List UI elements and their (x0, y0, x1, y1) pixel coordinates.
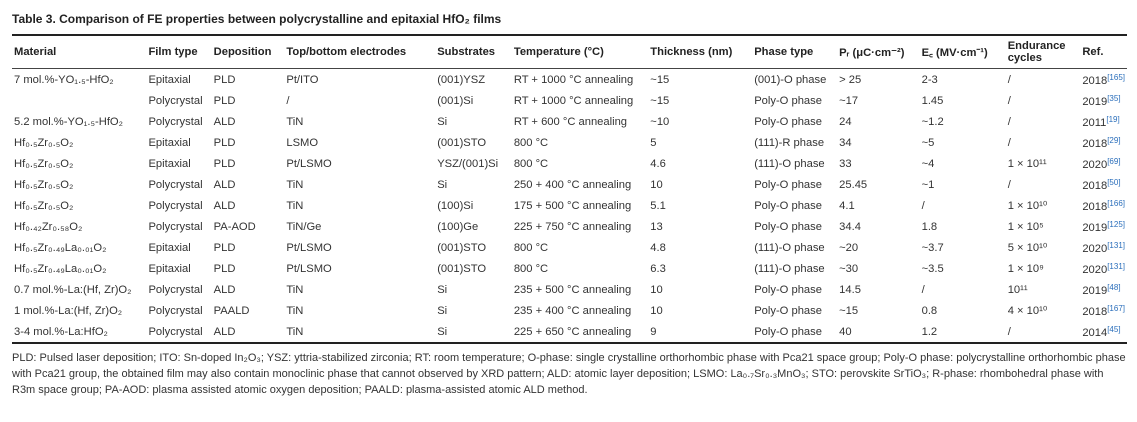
cell-electrodes: TiN (286, 199, 304, 212)
table-row (12, 216, 1127, 237)
cell-material: Hf₀.₅Zr₀.₄₉La₀.₀₁O₂ (14, 241, 107, 254)
cell-temperature: RT + 600 °C annealing (513, 115, 628, 128)
cell-electrodes: LSMO (286, 136, 319, 149)
header-temperature: Temperature (°C) (513, 46, 604, 58)
cell-phase-type: (111)-R phase (754, 136, 825, 149)
cell-thickness: 10 (650, 283, 663, 296)
cell-endurance: / (1007, 94, 1011, 107)
cell-ref (1080, 111, 1127, 132)
ref-citation-link[interactable]: [167] (1107, 303, 1125, 313)
cell-temperature: 225 + 750 °C annealing (513, 220, 632, 233)
cell-temperature: 800 °C (513, 136, 549, 149)
table-row (12, 90, 1127, 111)
ref-citation-link[interactable]: [131] (1107, 261, 1125, 271)
cell-material: 5.2 mol.%-YO₁.₅-HfO₂ (14, 115, 123, 128)
cell-phase-type: Poly-O phase (754, 283, 822, 296)
cell-electrodes: TiN (286, 283, 304, 296)
cell-thickness: 9 (650, 325, 657, 338)
ref-citation-link[interactable]: [45] (1107, 324, 1121, 334)
ref-citation-link[interactable]: [35] (1107, 93, 1121, 103)
comparison-table (12, 34, 1127, 344)
cell-film-type: Epitaxial (148, 157, 191, 170)
cell-ec: ~1.2 (921, 115, 944, 128)
cell-ec: 0.8 (921, 304, 938, 317)
cell-ref (1080, 90, 1127, 111)
cell-ec: / (921, 199, 925, 212)
ref-year: 2020 (1082, 263, 1108, 276)
ref-citation-link[interactable]: [19] (1106, 114, 1120, 124)
ref-citation-link[interactable]: [131] (1107, 240, 1125, 250)
cell-phase-type: (111)-O phase (754, 241, 825, 254)
cell-endurance: 4 × 10¹⁰ (1007, 305, 1048, 317)
cell-endurance: 5 × 10¹⁰ (1007, 242, 1048, 254)
cell-deposition: PLD (213, 94, 236, 107)
cell-ref (1080, 69, 1127, 91)
ref-citation-link[interactable]: [166] (1107, 198, 1125, 208)
table-row (12, 111, 1127, 132)
cell-thickness: ~15 (650, 73, 670, 86)
cell-electrodes: Pt/LSMO (286, 241, 332, 254)
table-row (12, 237, 1127, 258)
cell-substrate: Si (437, 178, 448, 191)
cell-temperature: 235 + 500 °C annealing (513, 283, 632, 296)
header-film-type: Film type (148, 46, 198, 58)
cell-ref (1080, 153, 1127, 174)
cell-deposition: ALD (213, 199, 236, 212)
cell-material: Hf₀.₅Zr₀.₄₉La₀.₀₁O₂ (14, 262, 107, 275)
cell-film-type: Polycrystal (148, 115, 203, 128)
cell-phase-type: Poly-O phase (754, 178, 822, 191)
table-row (12, 69, 1127, 91)
cell-deposition: PA-AOD (213, 220, 256, 233)
cell-substrate: YSZ/(001)Si (437, 157, 499, 170)
cell-thickness: 5 (650, 136, 657, 149)
table-row (12, 153, 1127, 174)
cell-material: 0.7 mol.%-La:(Hf, Zr)O₂ (14, 283, 132, 296)
cell-ref (1080, 279, 1127, 300)
cell-pr: 14.5 (839, 283, 861, 296)
cell-film-type: Polycrystal (148, 283, 203, 296)
cell-phase-type: Poly-O phase (754, 94, 822, 107)
cell-thickness: 4.6 (650, 157, 666, 170)
header-thickness: Thickness (nm) (650, 46, 733, 58)
ref-year: 2014 (1082, 326, 1108, 339)
ref-year: 2019 (1082, 95, 1108, 108)
cell-temperature: 800 °C (513, 157, 549, 170)
table-row (12, 300, 1127, 321)
cell-ec: ~1 (921, 178, 935, 191)
cell-temperature: 800 °C (513, 262, 549, 275)
cell-material: Hf₀.₅Zr₀.₅O₂ (14, 199, 74, 212)
cell-electrodes: Pt/LSMO (286, 157, 332, 170)
cell-ref (1080, 300, 1127, 321)
cell-substrate: Si (437, 283, 448, 296)
cell-film-type: Epitaxial (148, 262, 191, 275)
cell-pr: > 25 (839, 73, 862, 86)
cell-thickness: 10 (650, 304, 663, 317)
header-deposition: Deposition (213, 46, 272, 58)
cell-deposition: PLD (213, 136, 236, 149)
cell-thickness: 10 (650, 178, 663, 191)
cell-ref (1080, 321, 1127, 343)
cell-endurance: 1 × 10⁵ (1007, 220, 1044, 233)
ref-citation-link[interactable]: [50] (1107, 177, 1121, 187)
cell-pr: ~17 (839, 94, 859, 107)
cell-film-type: Polycrystal (148, 325, 203, 338)
cell-pr: 33 (839, 157, 852, 170)
cell-pr: 24 (839, 115, 852, 128)
cell-substrate: Si (437, 304, 448, 317)
cell-electrodes: TiN (286, 304, 304, 317)
cell-ref (1080, 258, 1127, 279)
cell-thickness: ~10 (650, 115, 670, 128)
cell-thickness: 13 (650, 220, 663, 233)
ref-year: 2019 (1082, 284, 1108, 297)
cell-deposition: PLD (213, 157, 236, 170)
cell-ec: 1.45 (921, 94, 944, 107)
cell-substrate: (100)Ge (437, 220, 479, 233)
header-pr: Pᵣ (μC·cm⁻²) (839, 46, 905, 59)
cell-phase-type: Poly-O phase (754, 220, 822, 233)
header-phase-type: Phase type (754, 46, 814, 58)
cell-film-type: Polycrystal (148, 304, 203, 317)
cell-endurance: 1 × 10⁹ (1007, 262, 1044, 275)
cell-endurance: / (1007, 115, 1011, 128)
cell-pr: ~15 (839, 304, 859, 317)
cell-material: Hf₀.₅Zr₀.₅O₂ (14, 157, 74, 170)
cell-deposition: ALD (213, 178, 236, 191)
cell-ref (1080, 174, 1127, 195)
cell-deposition: PLD (213, 262, 236, 275)
cell-endurance: / (1007, 178, 1011, 191)
cell-ec: / (921, 283, 925, 296)
table-row (12, 321, 1127, 343)
header-material: Material (14, 46, 57, 58)
table-row (12, 279, 1127, 300)
cell-ec: 1.2 (921, 325, 938, 338)
cell-ref (1080, 216, 1127, 237)
ref-citation-link[interactable]: [165] (1107, 72, 1125, 82)
ref-year: 2018 (1082, 179, 1108, 192)
cell-deposition: ALD (213, 115, 236, 128)
table-row (12, 132, 1127, 153)
cell-thickness: ~15 (650, 94, 670, 107)
cell-endurance: 10¹¹ (1007, 283, 1028, 296)
cell-temperature: 800 °C (513, 241, 549, 254)
table-row (12, 174, 1127, 195)
cell-material (12, 90, 146, 111)
cell-deposition: PLD (213, 73, 236, 86)
cell-film-type: Epitaxial (148, 136, 191, 149)
cell-film-type: Polycrystal (148, 178, 203, 191)
cell-pr: 4.1 (839, 199, 855, 212)
ref-year: 2019 (1082, 221, 1108, 234)
cell-temperature: RT + 1000 °C annealing (513, 94, 634, 107)
ref-year: 2018 (1082, 137, 1108, 150)
cell-electrodes: TiN (286, 325, 304, 338)
cell-electrodes: TiN (286, 115, 304, 128)
cell-temperature: 235 + 400 °C annealing (513, 304, 632, 317)
cell-electrodes: Pt/LSMO (286, 262, 332, 275)
cell-pr: ~30 (839, 262, 859, 275)
header-ref: Ref. (1082, 46, 1104, 58)
ref-year: 2020 (1082, 158, 1108, 171)
cell-phase-type: (001)-O phase (754, 73, 827, 86)
cell-film-type: Epitaxial (148, 73, 191, 86)
cell-pr: 40 (839, 325, 852, 338)
cell-ec: 2-3 (921, 73, 938, 86)
cell-film-type: Polycrystal (148, 220, 203, 233)
cell-thickness: 4.8 (650, 241, 666, 254)
cell-thickness: 5.1 (650, 199, 666, 212)
cell-endurance: / (1007, 325, 1011, 338)
ref-citation-link[interactable]: [29] (1107, 135, 1121, 145)
cell-phase-type: Poly-O phase (754, 199, 822, 212)
cell-ref (1080, 195, 1127, 216)
cell-ref (1080, 132, 1127, 153)
cell-film-type: Polycrystal (148, 199, 203, 212)
cell-substrate: (100)Si (437, 199, 474, 212)
cell-electrodes: / (286, 94, 290, 107)
table-caption: Table 3. Comparison of FE properties between polycrystalline and epitaxial HfO₂ films (12, 12, 502, 26)
table-row (12, 258, 1127, 279)
cell-electrodes: TiN (286, 178, 304, 191)
header-substrates: Substrates (437, 46, 496, 58)
ref-year: 2011 (1082, 116, 1107, 129)
cell-ec: ~5 (921, 136, 935, 149)
cell-ec: ~3.5 (921, 262, 944, 275)
table-header (12, 35, 1127, 69)
cell-phase-type: Poly-O phase (754, 115, 822, 128)
ref-citation-link[interactable]: [48] (1107, 282, 1121, 292)
cell-deposition: ALD (213, 325, 236, 338)
cell-material: Hf₀.₅Zr₀.₅O₂ (14, 178, 74, 191)
cell-temperature: RT + 1000 °C annealing (513, 73, 634, 86)
cell-deposition: PLD (213, 241, 236, 254)
cell-phase-type: Poly-O phase (754, 304, 822, 317)
cell-electrodes: TiN/Ge (286, 220, 322, 233)
cell-material: Hf₀.₅Zr₀.₅O₂ (14, 136, 74, 149)
cell-deposition: ALD (213, 283, 236, 296)
header-row (12, 35, 1127, 69)
table-row (12, 195, 1127, 216)
cell-substrate: Si (437, 115, 448, 128)
cell-film-type: Epitaxial (148, 241, 191, 254)
ref-citation-link[interactable]: [125] (1107, 219, 1125, 229)
cell-endurance: / (1007, 73, 1011, 86)
cell-temperature: 250 + 400 °C annealing (513, 178, 632, 191)
table-footnote: PLD: Pulsed laser deposition; ITO: Sn-doped In₂O₃; YSZ: yttria-stabilized zirconia; RT: room temperature; O-phase: single crystalline orthorhombic phase with Pca21 space group; Poly-O phase: polycrystalline orthorhombic phase with Pca21 group, the obtained film may also contain monoclinic phase that cannot observed by XRD pattern; ALD: atomic layer deposition; LSMO: La₀.₇Sr₀.₃MnO₃; STO: perovskite SrTiO₃; R-phase: rhombohedral phase with R3m space group; PA-AOD: plasma assisted atomic oxygen deposition; PAALD: plasma-assisted atomic ALD method. (12, 352, 1126, 396)
cell-phase-type: (111)-O phase (754, 157, 825, 170)
header-ec: E꜀ (MV·cm⁻¹) (921, 46, 988, 59)
cell-ref (1080, 237, 1127, 258)
cell-phase-type: Poly-O phase (754, 325, 822, 338)
cell-pr: 34 (839, 136, 852, 149)
cell-material: 1 mol.%-La:(Hf, Zr)O₂ (14, 304, 123, 317)
ref-citation-link[interactable]: [69] (1107, 156, 1121, 166)
cell-pr: ~20 (839, 241, 859, 254)
cell-material: 3-4 mol.%-La:HfO₂ (14, 325, 108, 338)
ref-year: 2018 (1082, 200, 1108, 213)
ref-year: 2020 (1082, 242, 1108, 255)
cell-ec: ~4 (921, 157, 935, 170)
cell-substrate: Si (437, 325, 448, 338)
ref-year: 2018 (1082, 305, 1108, 318)
cell-temperature: 175 + 500 °C annealing (513, 199, 632, 212)
cell-film-type: Polycrystal (148, 94, 203, 107)
cell-substrate: (001)STO (437, 241, 487, 254)
cell-substrate: (001)STO (437, 136, 487, 149)
cell-material: Hf₀.₄₂Zr₀.₅₈O₂ (14, 220, 83, 233)
cell-substrate: (001)STO (437, 262, 487, 275)
cell-temperature: 225 + 650 °C annealing (513, 325, 632, 338)
cell-pr: 34.4 (839, 220, 861, 233)
cell-ec: ~3.7 (921, 241, 944, 254)
ref-year: 2018 (1082, 74, 1108, 87)
header-endurance: Endurance cycles (1007, 40, 1066, 64)
cell-electrodes: Pt/ITO (286, 73, 319, 86)
cell-thickness: 6.3 (650, 262, 666, 275)
cell-endurance: / (1007, 136, 1011, 149)
cell-endurance: 1 × 10¹¹ (1007, 157, 1047, 170)
cell-pr: 25.45 (839, 178, 868, 191)
cell-ec: 1.8 (921, 220, 938, 233)
cell-deposition: PAALD (213, 304, 250, 317)
cell-endurance: 1 × 10¹⁰ (1007, 200, 1048, 212)
table-body (12, 69, 1127, 344)
header-electrodes: Top/bottom electrodes (286, 46, 407, 58)
cell-material: 7 mol.%-YO₁.₅-HfO₂ (14, 73, 114, 86)
cell-substrate: (001)Si (437, 94, 474, 107)
cell-phase-type: (111)-O phase (754, 262, 825, 275)
cell-substrate: (001)YSZ (437, 73, 486, 86)
